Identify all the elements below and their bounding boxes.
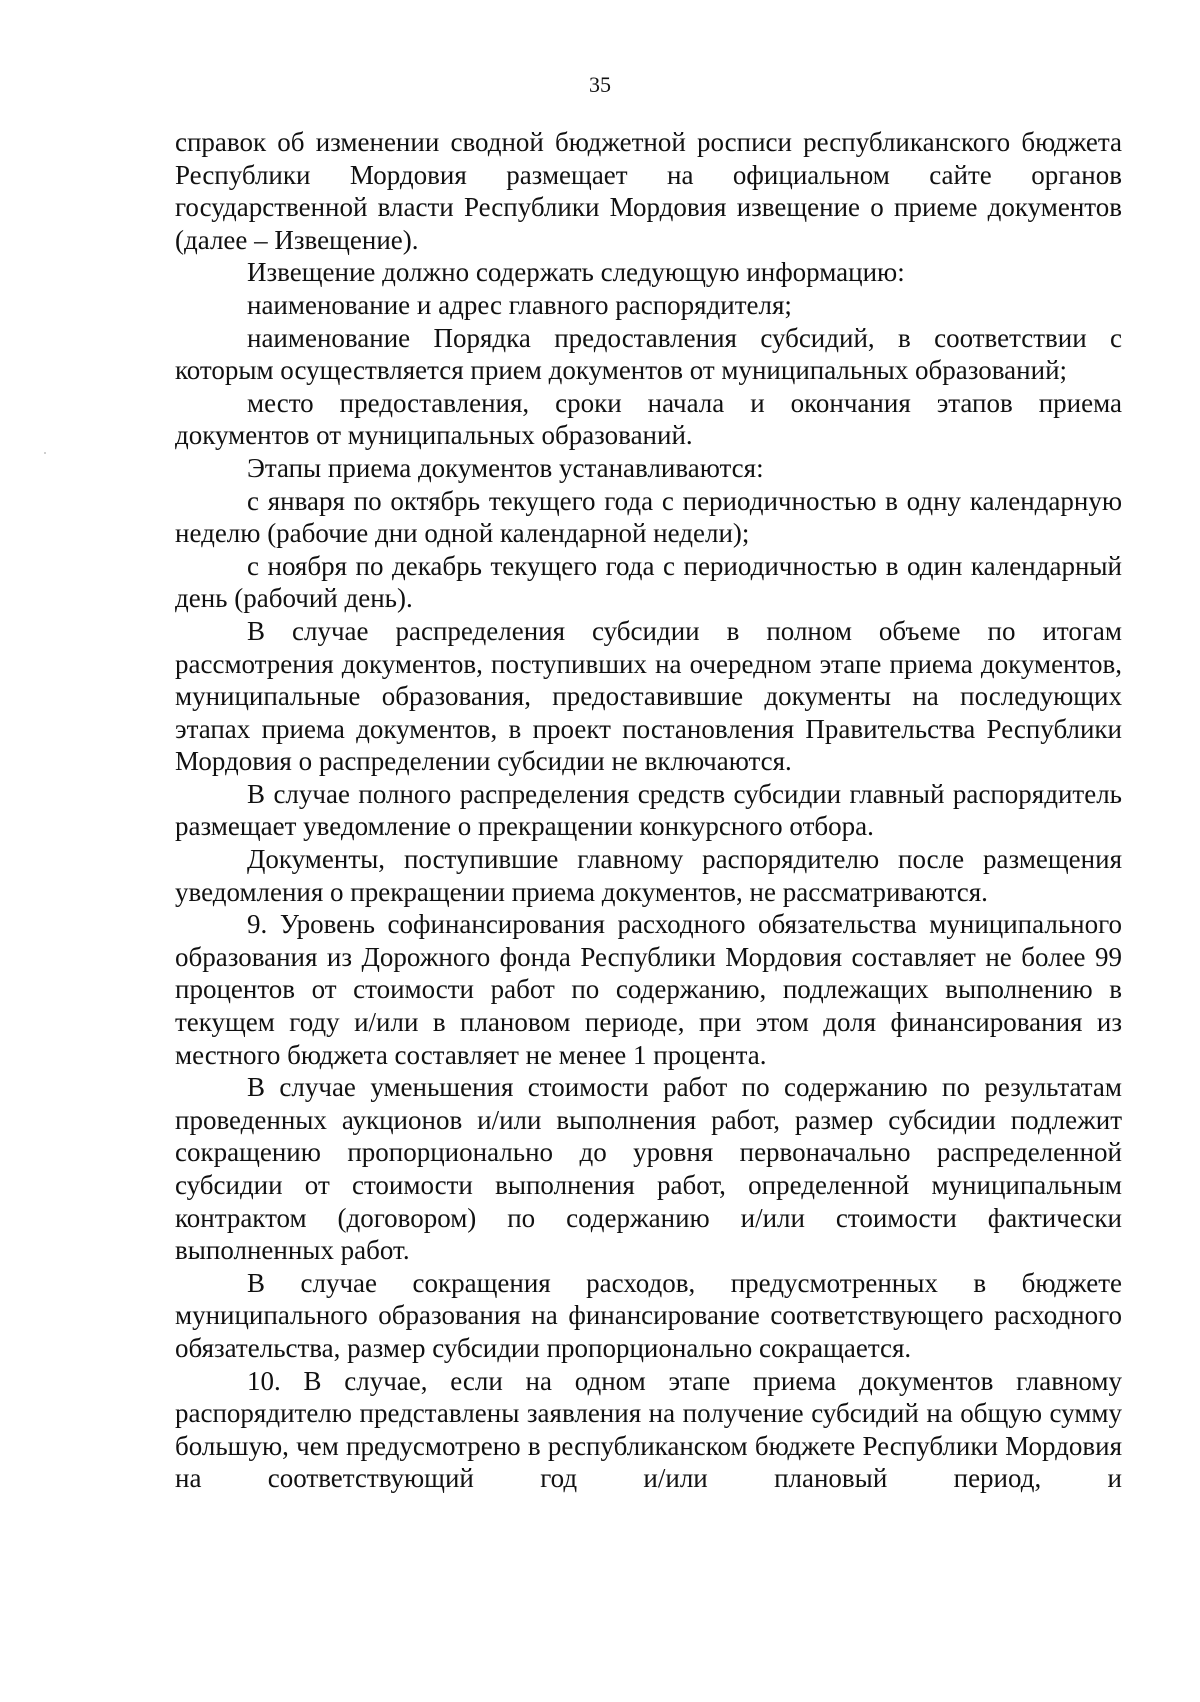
list-item-procedure-name: наименование Порядка предоставления субсидий, в соответствии с которым осуществляется прием документов от муниципальных образований; [175,322,1122,386]
paragraph-full-distribution-excluded: В случае распределения субсидии в полном объеме по итогам рассмотрения документов, поступивших на очередном этапе приема документов, муниципальные образования, предоставившие документы на последующих этапах приема документов, в проект постановления Правительства Республики Мордовия о распределении субсидии не включаются. [175,615,1122,777]
paragraph-stages-intro: Этапы приема документов устанавливаются: [247,452,764,483]
clause-9-cofinancing: 9. Уровень софинансирования расходного обязательства муниципального образования из Дорожного фонда Республики Мордовия составляет не более 99 процентов от стоимости работ по содержанию, подлежащих выполнению в текущем году и/или в плановом периоде, при этом доля финансирования из местного бюджета составляет не менее 1 процента. [175,909,1122,1070]
clause-10-excess-applications: 10. В случае, если на одном этапе приема документов главному распорядителю представлены заявления на получение субсидий на общую сумму большую, чем предусмотрено в республиканском бюджете Республики Мордовия на соответствующий год и/или плановый период, и [175,1365,1122,1494]
paragraph-selection-termination-notice: В случае полного распределения средств субсидии главный распорядитель размещает уведомление о прекращении конкурсного отбора. [175,778,1122,842]
list-item-place-and-terms: место предоставления, сроки начала и окончания этапов приема документов от муниципальных образований. [175,387,1122,451]
list-item-november-december: с ноября по декабрь текущего года с периодичностью в один календарный день (рабочий день). [175,550,1122,614]
paragraph-cost-reduction: В случае уменьшения стоимости работ по содержанию по результатам проведенных аукционов и/или выполнения работ, размер субсидии подлежит сокращению пропорционально до уровня первоначально распределенной субсидии от стоимости выполнения работ, определенной муниципальным контрактом (договором) по содержанию и/или стоимости фактически выполненных работ. [175,1072,1122,1266]
paragraph-notice-placement: справок об изменении сводной бюджетной росписи республиканского бюджета Республики Мордовия размещает на официальном сайте органов государственной власти Республики Мордовия извещение о приеме документов (далее – Извещение). [175,127,1122,255]
document-text [175,126,1122,1495]
page-number: 35 [589,72,611,97]
paragraph-notice-content-intro: Извещение должно содержать следующую информацию: [247,257,905,288]
paragraph-late-documents: Документы, поступившие главному распорядителю после размещения уведомления о прекращении приема документов, не рассматриваются. [175,844,1122,907]
list-item-january-october: с января по октябрь текущего года с периодичностью в одну календарную неделю (рабочие дни одной календарной недели); [175,485,1122,549]
list-item-name-address: наименование и адрес главного распорядителя; [247,289,792,320]
scan-mark [44,452,46,454]
paragraph-budget-reduction: В случае сокращения расходов, предусмотренных в бюджете муниципального образования на финансирование соответствующего расходного обязательства, размер субсидии пропорционально сокращается. [175,1267,1122,1363]
